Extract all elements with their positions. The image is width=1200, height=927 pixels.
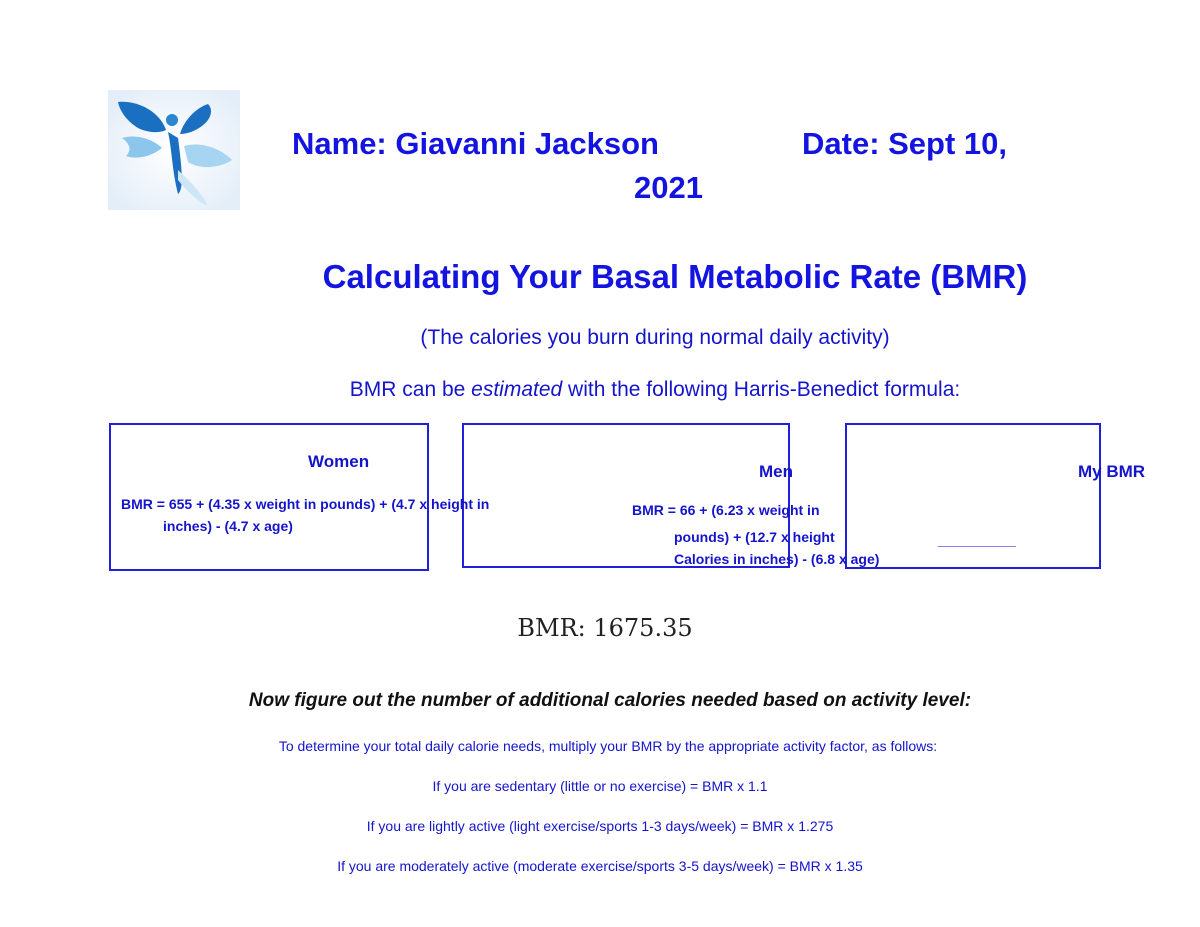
my-bmr-blank: __________ (938, 532, 1016, 548)
men-box (462, 423, 790, 568)
butterfly-logo (108, 90, 240, 210)
date-line: Date: Sept 10, (802, 126, 1008, 161)
activity-line-sedentary: If you are sedentary (little or no exercise) = BMR x 1.1 (432, 778, 768, 794)
bmr-result: BMR: 1675.35 (517, 614, 693, 642)
women-formula-line1: BMR = 655 + (4.35 x weight in pounds) + (4.7 x height in (121, 496, 490, 512)
women-heading: Women (308, 452, 370, 471)
men-formula-line1: BMR = 66 + (6.23 x weight in (632, 502, 820, 518)
formula-intro (0, 378, 1200, 402)
activity-line-light: If you are lightly active (light exercise/sports 1-3 days/week) = BMR x 1.275 (366, 818, 834, 834)
formula-intro-emphasis: estimated (471, 378, 563, 401)
activity-heading: Now figure out the number of additional calories needed based on activity level: (248, 690, 972, 711)
women-formula-line2: inches) - (4.7 x age) (163, 518, 293, 534)
my-bmr-heading: My BMR (1078, 462, 1146, 481)
page-title: Calculating Your Basal Metabolic Rate (BMR) (322, 258, 1028, 295)
men-formula-line2: pounds) + (12.7 x height (674, 529, 835, 545)
formula-intro-after: with the following Harris-Benedict formula: (562, 378, 961, 401)
page-subtitle: (The calories you burn during normal daily activity) (420, 326, 890, 349)
activity-line-moderate: If you are moderately active (moderate exercise/sports 3-5 days/week) = BMR x 1.35 (337, 858, 863, 874)
activity-line-intro: To determine your total daily calorie needs, multiply your BMR by the appropriate activity factor, as follows: (278, 738, 938, 754)
name-line: Name: Giavanni Jackson (292, 126, 659, 161)
date-year: 2021 (634, 170, 703, 205)
men-heading: Men (759, 462, 793, 481)
formula-intro-before: BMR can be (349, 378, 472, 401)
men-formula-line3: Calories in inches) - (6.8 x age) (674, 551, 880, 567)
